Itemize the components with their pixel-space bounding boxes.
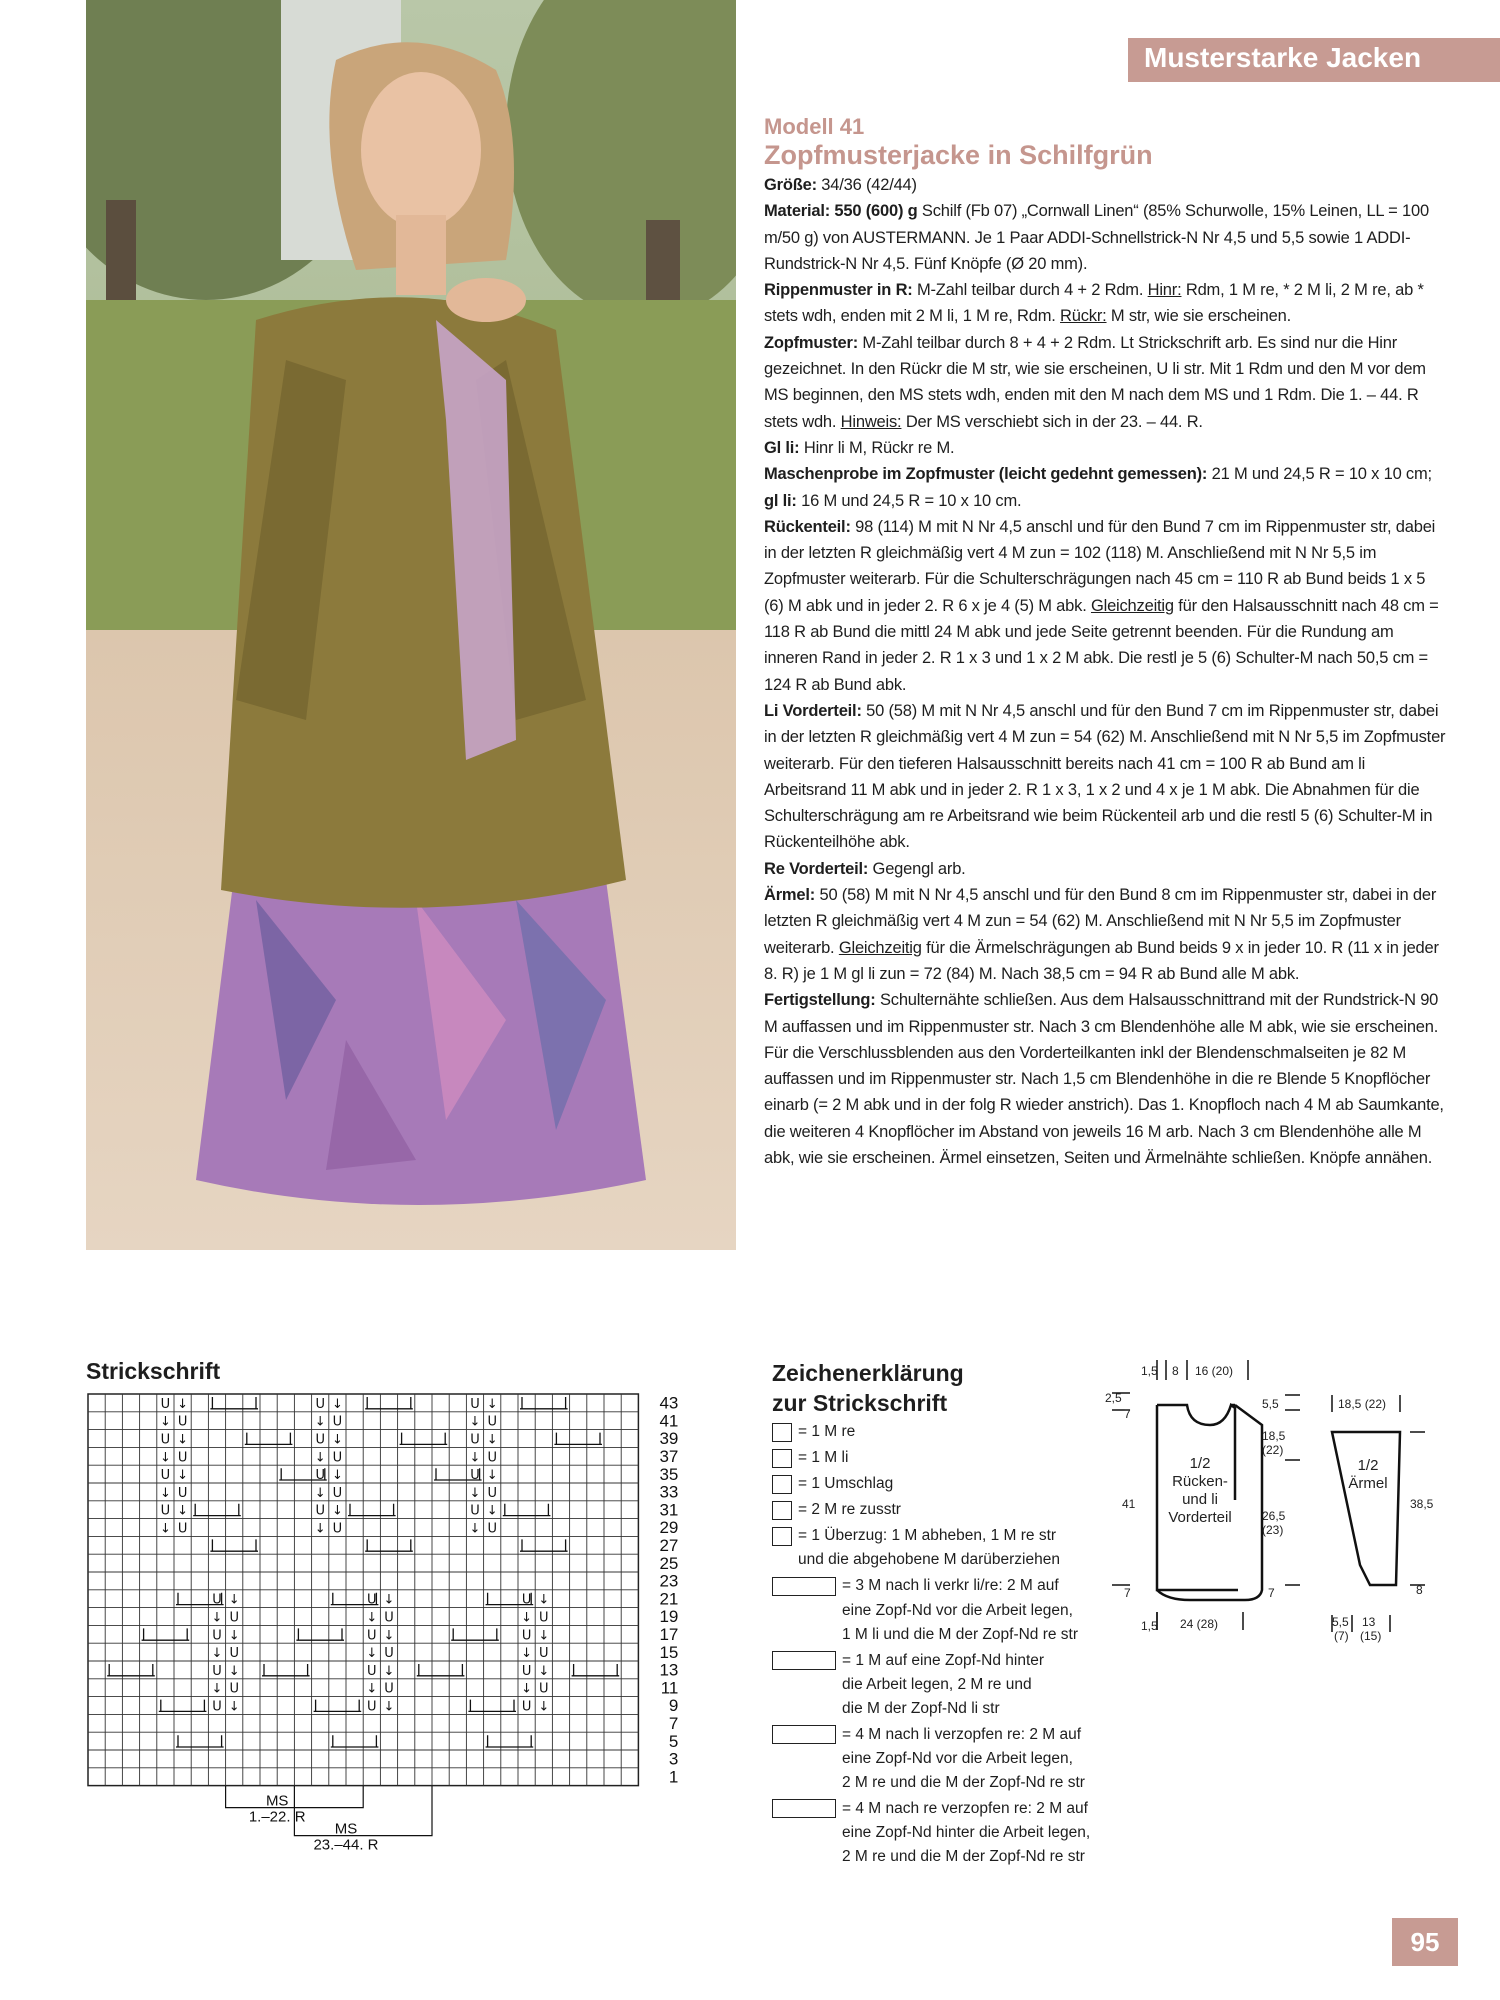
- legend-symbol-icon: [772, 1725, 836, 1744]
- section-header: [1128, 38, 1500, 82]
- dim-right-b2: (22): [1262, 1443, 1284, 1457]
- chart-row-number: 1: [668, 1767, 679, 1787]
- gl-paragraph: Gl li: Hinr li M, Rückr re M.: [764, 438, 955, 457]
- chart-symbol: U: [487, 1414, 497, 1430]
- legend-text-continuation: und die abgehobene M darüberziehen: [798, 1551, 1060, 1569]
- dim-h26: 26,5: [1262, 1509, 1286, 1523]
- chart-symbol: U: [229, 1610, 239, 1626]
- chart-row-number: 21: [659, 1589, 679, 1609]
- chart-row-number: 41: [659, 1411, 679, 1431]
- chart-symbol: ↓: [177, 1396, 189, 1412]
- legend-text: = 1 M re: [798, 1423, 856, 1440]
- model-photo: [86, 0, 736, 1250]
- chart-row-number: 33: [659, 1482, 679, 1502]
- chart-symbol: ↓: [469, 1450, 481, 1466]
- legend-text-continuation: eine Zopf-Nd vor die Arbeit legen,: [842, 1601, 1073, 1619]
- legend-symbol-icon: [772, 1651, 836, 1670]
- material-paragraph: Material: 550 (600) g Schilf (Fb 07) „Cornwall Linen“ (85% Schurwolle, 15% Leinen, LL = 100 m/50 g) von AUSTERMANN. Je 1 Paar ADDI-Schnellstrick-N Nr 4,5 und 5,5 sowie 1 ADDI-Rundstrick-N Nr 4,5. Fünf Knöpfe (Ø 20 mm).: [764, 202, 1429, 273]
- sleeve-bottom-b2: (15): [1360, 1629, 1382, 1643]
- legend-symbol-icon: [772, 1527, 792, 1546]
- chart-symbol: U: [177, 1450, 188, 1466]
- ms-label: 23.–44. R: [313, 1836, 379, 1854]
- legend-text-continuation: die M der Zopf-Nd li str: [842, 1699, 1000, 1717]
- legend-symbol-icon: [772, 1449, 792, 1468]
- chart-symbol: U: [212, 1699, 222, 1715]
- model-number: Modell 41: [764, 114, 865, 139]
- legend-item: [772, 1472, 1132, 1496]
- chart-symbol: U: [332, 1450, 343, 1466]
- chart-symbol: U: [177, 1485, 188, 1501]
- chart-symbol: ↓: [366, 1610, 378, 1626]
- chart-symbol: U: [539, 1681, 549, 1697]
- chart-symbol: U: [539, 1646, 549, 1662]
- legend-text-continuation: 2 M re und die M der Zopf-Nd re str: [842, 1773, 1085, 1791]
- chart-symbol: U: [384, 1610, 394, 1626]
- chart-row-number: 35: [659, 1464, 679, 1484]
- dim-bottom-b: 24 (28): [1180, 1617, 1219, 1631]
- chart-symbol: U: [470, 1503, 480, 1519]
- chart-symbol: U: [521, 1699, 532, 1715]
- chart-row-number: 15: [659, 1642, 679, 1662]
- chart-symbol: U: [212, 1628, 222, 1644]
- legend-item: [772, 1649, 1132, 1721]
- sleeve-label-2: Ärmel: [1348, 1475, 1388, 1492]
- chart-symbol: ↓: [314, 1414, 326, 1430]
- chart-symbol: U: [315, 1396, 325, 1412]
- chart-symbol: U: [384, 1681, 394, 1697]
- sleeve-bottom-a2: (7): [1334, 1629, 1349, 1643]
- chart-symbol: ↓: [177, 1432, 189, 1448]
- chart-symbol: U: [367, 1592, 377, 1608]
- chart-symbol: ↓: [383, 1628, 395, 1644]
- chart-symbol: U: [177, 1521, 188, 1537]
- chart-symbol: ↓: [228, 1628, 240, 1644]
- chart-symbol: ↓: [521, 1681, 533, 1697]
- dim-h41: 41: [1122, 1497, 1136, 1511]
- chart-symbol: U: [315, 1468, 325, 1484]
- chart-row-number: 19: [659, 1607, 679, 1627]
- legend-item: [772, 1574, 1132, 1646]
- gauge-paragraph: Maschenprobe im Zopfmuster (leicht gedehnt gemessen): 21 M und 24,5 R = 10 x 10 cm; gl li: 16 M und 24,5 R = 10 x 10 cm.: [764, 465, 1432, 510]
- chart-symbol: ↓: [159, 1521, 171, 1537]
- chart-symbol: ↓: [486, 1432, 498, 1448]
- legend-title: [772, 1358, 964, 1418]
- chart-symbol: ↓: [314, 1485, 326, 1501]
- chart-symbol: ↓: [211, 1610, 223, 1626]
- legend-item: [772, 1420, 1132, 1444]
- finishing-paragraph: Fertigstellung: Schulternähte schließen. Aus dem Halsausschnittrand mit der Rundstrick-N 90 M auffassen und im Rippenmuster str. Nach 3 cm Blendenhöhe alle M abk, wie sie erscheinen. Für die Verschlussblenden aus den Vorderteilkanten inkl der Blendenschmalseiten je 82 M auffassen und im Rippenmuster str. Nach 1,5 cm Blendenhöhe in die re Blende 5 Knopflöcher einarb (= 2 M abk und in der folg R wieder anstrich). Das 1. Knopfloch nach 4 M ab Saumkante, die weiteren 4 Knopflöcher im Abstand von jeweils 16 M arb. Nach 3 cm Blendenhöhe alle M abk, wie sie erscheinen. Ärmel einsetzen, Seiten und Ärmelnähte schließen. Knöpfe annähen.: [764, 991, 1444, 1167]
- model-title: Zopfmusterjacke in Schilfgrün: [764, 140, 1153, 170]
- legend-item: [772, 1723, 1132, 1795]
- dim-right-a: 5,5: [1262, 1397, 1279, 1411]
- legend-title-line1: Zeichenerklärung: [772, 1360, 964, 1386]
- chart-symbol: ↓: [177, 1503, 189, 1519]
- sleeve-bottom-a: 5,5: [1332, 1615, 1349, 1629]
- legend-item: [772, 1446, 1132, 1470]
- chart-symbol: ↓: [159, 1414, 171, 1430]
- legend-text: = 1 Überzug: 1 M abheben, 1 M re str: [798, 1527, 1057, 1545]
- chart-row-number: 5: [668, 1731, 679, 1751]
- legend-text: = 4 M nach li verzopfen re: 2 M auf: [842, 1725, 1082, 1743]
- legend-symbol-icon: [772, 1475, 792, 1494]
- chart-symbol: U: [332, 1414, 343, 1430]
- chart-row-number: 17: [659, 1624, 679, 1644]
- sleeve-top-dim: 18,5 (22): [1338, 1397, 1387, 1411]
- chart-symbol: U: [212, 1663, 222, 1679]
- chart-symbol: ↓: [366, 1646, 378, 1662]
- page-number: 95: [1392, 1918, 1458, 1966]
- schematic-drawings: [1100, 1350, 1480, 1655]
- pattern-text: [764, 114, 1446, 1171]
- chart-symbol: U: [521, 1592, 532, 1608]
- chart-symbol: ↓: [211, 1646, 223, 1662]
- chart-symbol: U: [470, 1468, 480, 1484]
- chart-row-number: 39: [659, 1429, 679, 1449]
- sleeve-schematic: [1332, 1432, 1400, 1585]
- chart-symbol: ↓: [469, 1414, 481, 1430]
- sleeve-paragraph: Ärmel: 50 (58) M mit N Nr 4,5 anschl und für den Bund 8 cm im Rippenmuster str, dabei in der letzten R gleichmäßig vert 4 M zun = 54 (62) M. Anschließend mit N Nr 5,5 im Zopfmuster weiterarb. Gleichzeitig für die Ärmelschrägungen ab Bund beids 9 x in jeder 10. R (11 x in jeder 8. R) je 1 M gl li zun = 72 (84) M. Nach 38,5 cm = 94 R ab Bund alle M abk.: [764, 886, 1439, 983]
- dim-left-b: 7: [1124, 1407, 1131, 1421]
- chart-symbol: U: [315, 1432, 325, 1448]
- chart-row-number: 13: [659, 1660, 679, 1680]
- chart-symbol: U: [332, 1521, 343, 1537]
- legend-symbol-icon: [772, 1423, 792, 1442]
- legend-text-continuation: eine Zopf-Nd vor die Arbeit legen,: [842, 1749, 1073, 1767]
- chart-symbol: ↓: [228, 1699, 240, 1715]
- chart-symbol: ↓: [314, 1450, 326, 1466]
- legend-symbol-icon: [772, 1501, 792, 1520]
- chart-symbol: ↓: [314, 1521, 326, 1537]
- sleeve-height-dim: 38,5: [1410, 1497, 1434, 1511]
- chart-row-number: 31: [659, 1500, 679, 1520]
- chart-row-number: 3: [668, 1749, 679, 1769]
- legend-text-continuation: die Arbeit legen, 2 M re und: [842, 1675, 1032, 1693]
- chart-symbol: U: [521, 1663, 532, 1679]
- chart-row-number: 7: [668, 1713, 679, 1733]
- chart-symbol: ↓: [538, 1663, 550, 1679]
- dim-bund-l: 7: [1124, 1586, 1131, 1600]
- chart-symbol: U: [487, 1450, 497, 1466]
- chart-symbol: ↓: [538, 1628, 550, 1644]
- symbol-legend: [772, 1420, 1132, 1871]
- chart-row-number: 9: [668, 1696, 679, 1716]
- chart-symbol: U: [160, 1432, 171, 1448]
- chart-symbol: ↓: [538, 1699, 550, 1715]
- chart-symbol: U: [315, 1503, 325, 1519]
- legend-item: [772, 1797, 1132, 1869]
- chart-title: Strickschrift: [86, 1358, 221, 1384]
- sleeve-label-1: 1/2: [1357, 1457, 1379, 1474]
- chart-row-number: 29: [659, 1518, 679, 1538]
- body-label-4: Vorderteil: [1168, 1509, 1232, 1526]
- left-front-paragraph: Li Vorderteil: 50 (58) M mit N Nr 4,5 anschl und für den Bund 7 cm im Rippenmuster str, dabei in der letzten R gleichmäßig vert 4 M zun = 54 (62) M. Anschließend mit N Nr 5,5 im Zopfmuster weiterarb. Für den tieferen Halsausschnitt bereits nach 41 cm = 100 R ab Bund am li Arbeitsrand 11 M abk und in jeder 2. R 1 x 3, 1 x 2 und 4 x je 1 M abk. Die Abnahmen für die Schulterschrägung am re Arbeitsrand wie beim Rückenteil arb und die restl 5 (6) Schulter-M in Rückenteilhöhe abk.: [764, 701, 1446, 852]
- knitting-chart: [86, 1392, 766, 1937]
- chart-symbol: U: [367, 1699, 377, 1715]
- chart-symbol: U: [470, 1396, 480, 1412]
- chart-symbol: ↓: [331, 1503, 343, 1519]
- chart-symbol: ↓: [177, 1468, 189, 1484]
- chart-symbol: ↓: [469, 1485, 481, 1501]
- chart-symbol: U: [539, 1610, 549, 1626]
- section-title: Musterstarke Jacken: [1144, 42, 1422, 73]
- body-label-3: und li: [1182, 1491, 1218, 1508]
- ms-label: 1.–22. R: [248, 1808, 306, 1826]
- legend-text: = 3 M nach li verkr li/re: 2 M auf: [842, 1577, 1059, 1595]
- chart-symbol: ↓: [331, 1432, 343, 1448]
- chart-row-number: 23: [659, 1571, 679, 1591]
- sleeve-bund-dim: 8: [1416, 1583, 1423, 1597]
- chart-symbol: U: [487, 1521, 497, 1537]
- legend-item: [772, 1524, 1132, 1572]
- chart-symbol: ↓: [211, 1681, 223, 1697]
- chart-symbol: U: [229, 1646, 239, 1662]
- chart-row-number: 43: [659, 1393, 679, 1413]
- chart-symbol: ↓: [521, 1646, 533, 1662]
- chart-symbol: U: [470, 1432, 480, 1448]
- chart-symbol: U: [521, 1628, 532, 1644]
- chart-symbol: U: [367, 1663, 377, 1679]
- legend-item: [772, 1498, 1132, 1522]
- legend-text: = 1 Umschlag: [798, 1475, 894, 1493]
- rib-paragraph: Rippenmuster in R: M-Zahl teilbar durch 4 + 2 Rdm. Hinr: Rdm, 1 M re, * 2 M li, 2 M re, ab * stets wdh, enden mit 2 M li, 1 M re, Rdm. Rückr: M str, wie sie erscheinen.: [764, 281, 1424, 326]
- chart-row-number: 37: [659, 1446, 679, 1466]
- chart-symbol: U: [177, 1414, 188, 1430]
- legend-text-continuation: 2 M re und die M der Zopf-Nd re str: [842, 1847, 1085, 1865]
- chart-symbol: ↓: [331, 1468, 343, 1484]
- chart-symbol: ↓: [228, 1592, 240, 1608]
- dim-left-a: 2,5: [1105, 1391, 1122, 1405]
- chart-symbol: ↓: [486, 1396, 498, 1412]
- legend-text: = 1 M li: [798, 1449, 849, 1467]
- chart-grid: [86, 1392, 766, 1932]
- chart-row-number: 27: [659, 1535, 679, 1555]
- legend-text-continuation: 1 M li und die M der Zopf-Nd re str: [842, 1625, 1079, 1643]
- body-label-2: Rücken-: [1172, 1473, 1228, 1490]
- chart-symbol: ↓: [469, 1521, 481, 1537]
- chart-symbol: ↓: [159, 1485, 171, 1501]
- chart-symbol: U: [160, 1503, 171, 1519]
- legend-text: = 4 M nach re verzopfen re: 2 M auf: [842, 1799, 1088, 1817]
- body-label-1: 1/2: [1189, 1455, 1211, 1472]
- chart-symbol: U: [160, 1396, 171, 1412]
- legend-text: = 2 M re zusstr: [798, 1501, 901, 1519]
- chart-symbol: ↓: [366, 1681, 378, 1697]
- cable-paragraph: Zopfmuster: M-Zahl teilbar durch 8 + 4 + 2 Rdm. Lt Strickschrift arb. Es sind nur die Hinr gezeichnet. In den Rückr die M str, wie sie erscheinen, U li str. Mit 1 Rdm und den M vor dem MS beginnen, den MS stets wdh, enden mit den M nach dem MS und 1 Rdm. Die 1. – 44. R stets wdh. Hinweis: Der MS verschiebt sich in der 23. – 44. R.: [764, 333, 1426, 431]
- chart-row-number: 25: [659, 1553, 679, 1573]
- dim-top-c: 16 (20): [1195, 1364, 1234, 1378]
- dim-bottom-a: 1,5: [1141, 1619, 1158, 1633]
- chart-symbol: ↓: [383, 1663, 395, 1679]
- chart-symbol: U: [487, 1485, 497, 1501]
- chart-row-number: 11: [660, 1678, 679, 1698]
- chart-symbol: U: [212, 1592, 222, 1608]
- legend-text: = 1 M auf eine Zopf-Nd hinter: [842, 1651, 1045, 1669]
- dim-bund-r: 7: [1268, 1586, 1275, 1600]
- chart-symbol: U: [367, 1628, 377, 1644]
- right-front-paragraph: Re Vorderteil: Gegengl arb.: [764, 859, 966, 878]
- chart-symbol: U: [332, 1485, 343, 1501]
- chart-symbol: ↓: [521, 1610, 533, 1626]
- chart-symbol: ↓: [159, 1450, 171, 1466]
- back-paragraph: Rückenteil: 98 (114) M mit N Nr 4,5 anschl und für den Bund 7 cm im Rippenmuster str, dabei in der letzten R gleichmäßig vert 4 M zun = 102 (118) M. Anschließend mit N Nr 5,5 im Zopfmuster weiterarb. Für die Schulterschrägungen nach 45 cm = 110 R ab Bund beids 1 x 5 (6) M abk und in jeder 2. R 6 x je 4 (5) M abk. Gleichzeitig für den Halsausschnitt nach 48 cm = 118 R ab Bund die mittl 24 M abk und jede Seite getrennt beenden. Für die Rundung am inneren Rand in jeder 2. R 1 x 3 und 1 x 2 M abk. Die restl je 5 (6) Schulter-M nach 50,5 cm = 124 R ab Bund abk.: [764, 517, 1439, 694]
- dim-h26b: (23): [1262, 1523, 1284, 1537]
- dim-right-b: 18,5: [1262, 1429, 1286, 1443]
- chart-symbol: U: [384, 1646, 394, 1662]
- dim-top-a: 1,5: [1141, 1364, 1158, 1378]
- chart-symbol: ↓: [228, 1663, 240, 1679]
- chart-symbol: ↓: [383, 1592, 395, 1608]
- ms-label: MS: [265, 1792, 289, 1810]
- chart-symbol: U: [160, 1468, 171, 1484]
- chart-symbol: ↓: [486, 1503, 498, 1519]
- legend-symbol-icon: [772, 1577, 836, 1596]
- chart-symbol: ↓: [486, 1468, 498, 1484]
- chart-symbol: ↓: [383, 1699, 395, 1715]
- chart-symbol: ↓: [538, 1592, 550, 1608]
- dim-top-b: 8: [1172, 1364, 1179, 1378]
- size-paragraph: Größe: 34/36 (42/44): [764, 176, 917, 194]
- sleeve-bottom-b: 13: [1362, 1615, 1376, 1629]
- ms-label: MS: [334, 1820, 358, 1838]
- chart-symbol: ↓: [331, 1396, 343, 1412]
- legend-title-line2: zur Strickschrift: [772, 1390, 948, 1416]
- legend-symbol-icon: [772, 1799, 836, 1818]
- legend-text-continuation: eine Zopf-Nd hinter die Arbeit legen,: [842, 1823, 1091, 1841]
- chart-symbol: U: [229, 1681, 239, 1697]
